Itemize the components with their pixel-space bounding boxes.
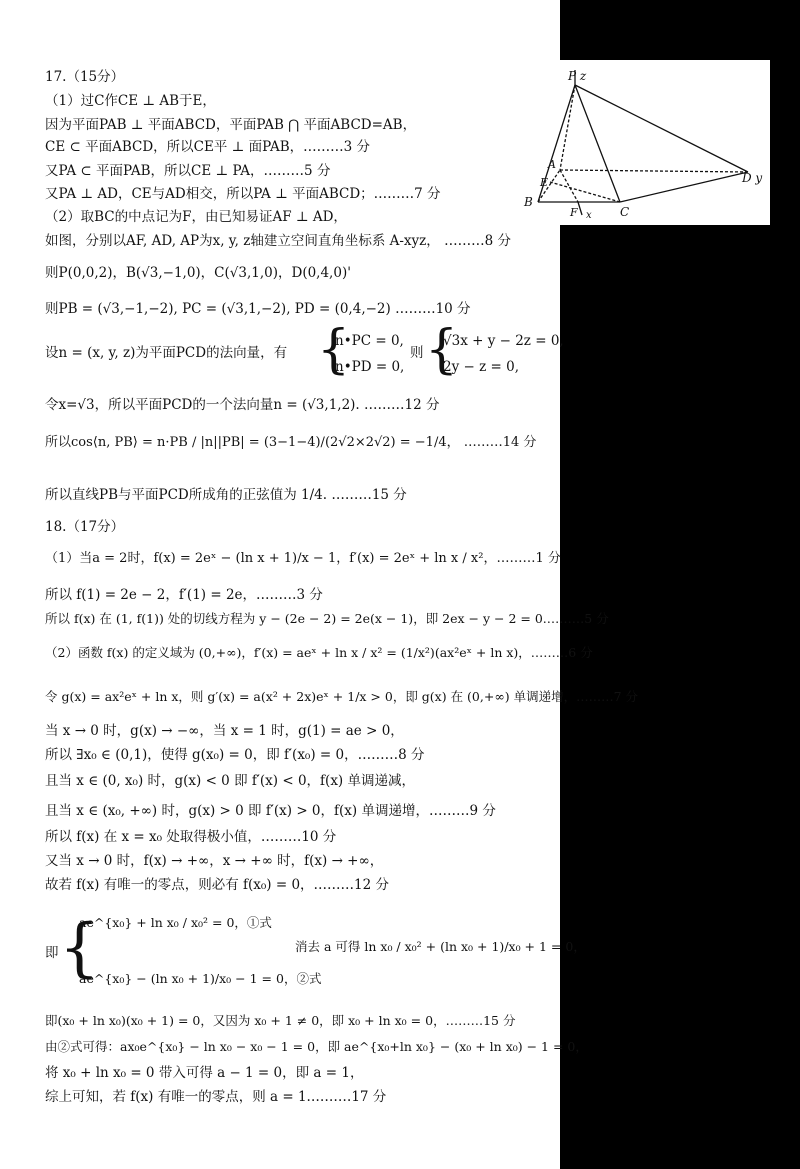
edge-CE: [550, 182, 620, 202]
q17-system1-eq2: n•PD = 0,: [335, 359, 405, 375]
label-D: D y: [742, 171, 763, 185]
edge-PC: [575, 85, 620, 202]
q18-line: （1）当a = 2时，f(x) = 2eˣ − (ln x + 1)/x − 1，f′(x) = 2eˣ + ln x / x²，………1 分: [45, 551, 561, 566]
q17-line: 令x=√3，所以平面PCD的一个法向量n = (√3,1,2). ………12 分: [45, 397, 440, 413]
label-C: C: [620, 205, 630, 219]
q17-line: 所以直线PB与平面PCD所成角的正弦值为 1/4. ………15 分: [45, 487, 407, 503]
q18-system-eq1: ae^{x₀} + ln x₀ / x₀² = 0，①式: [79, 915, 272, 930]
q18-system-prefix: 即: [45, 945, 59, 961]
scan-black-bottom-right: [560, 795, 800, 1169]
q17-system1-eq1: n•PC = 0,: [335, 333, 404, 349]
q18-line: 由②式可得：ax₀e^{x₀} − ln x₀ − x₀ − 1 = 0，即 ae^{x₀+ln x₀} − (x₀ + ln x₀) − 1 = 0，: [45, 1039, 588, 1054]
q17-line: 所以cos⟨n, PB⟩ = n·PB / |n||PB| = (3−1−4)/(2√2×2√2) = −1/4， ………14 分: [45, 435, 537, 450]
q18-line: 所以 f(x) 在 (1, f(1)) 处的切线方程为 y − (2e − 2) = 2e(x − 1)，即 2ex − y − 2 = 0.………5 分: [45, 611, 609, 626]
q18-line: 且当 x ∈ (x₀, +∞) 时，g(x) > 0 即 f′(x) > 0，f(x) 单调递增，………9 分: [45, 803, 496, 819]
q17-line: （1）过C作CE ⊥ AB于E，: [45, 93, 216, 109]
q17-line: 又PA ⊂ 平面PAB，所以CE ⊥ PA，………5 分: [45, 163, 331, 179]
q17-normal-vector-intro: 设n = (x, y, z)为平面PCD的法向量，有: [45, 345, 288, 361]
label-B: B: [524, 195, 533, 209]
q17-header: 17.（15分）: [45, 69, 125, 85]
q17-system2-eq2: 2y − z = 0,: [443, 359, 519, 375]
q18-line: 即(x₀ + ln x₀)(x₀ + 1) = 0，又因为 x₀ + 1 ≠ 0，即 x₀ + ln x₀ = 0，………15 分: [45, 1013, 516, 1028]
edge-PD: [575, 85, 748, 172]
label-E: E: [540, 176, 549, 189]
q17-line: 则PB = (√3,−1,−2), PC = (√3,1,−2), PD = (0,4,−2) ………10 分: [45, 301, 471, 317]
q17-line: 又PA ⊥ AD，CE与AD相交，所以PA ⊥ 平面ABCD；………7 分: [45, 186, 441, 202]
q18-eliminate: 消去 a 可得 ln x₀ / x₀² + (ln x₀ + 1)/x₀ + 1 = 0，: [295, 939, 586, 954]
q18-line: 将 x₀ + ln x₀ = 0 带入可得 a − 1 = 0，即 a = 1，: [45, 1065, 364, 1081]
edge-PA: [560, 85, 575, 170]
q18-brace: {: [59, 911, 100, 985]
axis-x: [578, 202, 582, 215]
q18-system-eq2: ae^{x₀} − (ln x₀ + 1)/x₀ − 1 = 0，②式: [79, 971, 322, 986]
q18-line: 又当 x → 0 时，f(x) → +∞，x → +∞ 时，f(x) → +∞，: [45, 853, 384, 869]
edge-AF: [560, 170, 578, 202]
q18-line: 所以 ∃x₀ ∈ (0,1)，使得 g(x₀) = 0，即 f′(x₀) = 0，………8 分: [45, 747, 425, 763]
label-A: A: [548, 158, 556, 171]
q17-line: CE ⊂ 平面ABCD，所以CE平 ⊥ 面PAB，………3 分: [45, 139, 371, 155]
q17-line: 则P(0,0,2)，B(√3,−1,0)，C(√3,1,0)，D(0,4,0)': [45, 265, 351, 281]
label-F: F: [570, 206, 578, 219]
q18-line: 当 x → 0 时，g(x) → −∞，当 x = 1 时，g(1) = ae > 0，: [45, 723, 404, 739]
q17-then: 则: [410, 345, 424, 361]
q18-line: 故若 f(x) 有唯一的零点，则必有 f(x₀) = 0，………12 分: [45, 877, 390, 893]
q18-header: 18.（17分）: [45, 519, 125, 535]
label-x: x: [586, 210, 592, 221]
q18-line: 所以 f(x) 在 x = x₀ 处取得极小值，………10 分: [45, 829, 337, 845]
q17-line: 因为平面PAB ⊥ 平面ABCD，平面PAB ⋂ 平面ABCD=AB，: [45, 117, 417, 133]
q18-line: 所以 f(1) = 2e − 2，f′(1) = 2e，………3 分: [45, 587, 323, 603]
q18-line: （2）函数 f(x) 的定义域为 (0,+∞)，f′(x) = aeˣ + ln x / x² = (1/x²)(ax²eˣ + ln x)，………6 分: [45, 645, 593, 660]
q17-brace-2: {: [425, 320, 459, 380]
edge-AD: [560, 170, 748, 172]
q18-line: 令 g(x) = ax²eˣ + ln x，则 g′(x) = a(x² + 2x)eˣ + 1/x > 0，即 g(x) 在 (0,+∞) 单调递增，………7 分: [45, 689, 639, 704]
q18-line: 且当 x ∈ (0, x₀) 时，g(x) < 0 即 f′(x) < 0，f(x) 单调递减，: [45, 773, 415, 789]
q17-system2-eq1: √3x + y − 2z = 0,: [443, 333, 564, 349]
q18-line: 综上可知，若 f(x) 有唯一的零点，则 a = 1.………17 分: [45, 1089, 387, 1105]
pyramid-figure: [520, 60, 770, 225]
q17-brace-1: {: [317, 320, 351, 380]
q17-line: 如图，分别以AF, AD, AP为x, y, z轴建立空间直角坐标系 A-xyz， ………8 分: [45, 233, 511, 249]
label-P: P z: [568, 69, 587, 83]
q17-line: （2）取BC的中点记为F，由已知易证AF ⊥ AD，: [45, 209, 347, 225]
edge-CD: [620, 172, 748, 202]
